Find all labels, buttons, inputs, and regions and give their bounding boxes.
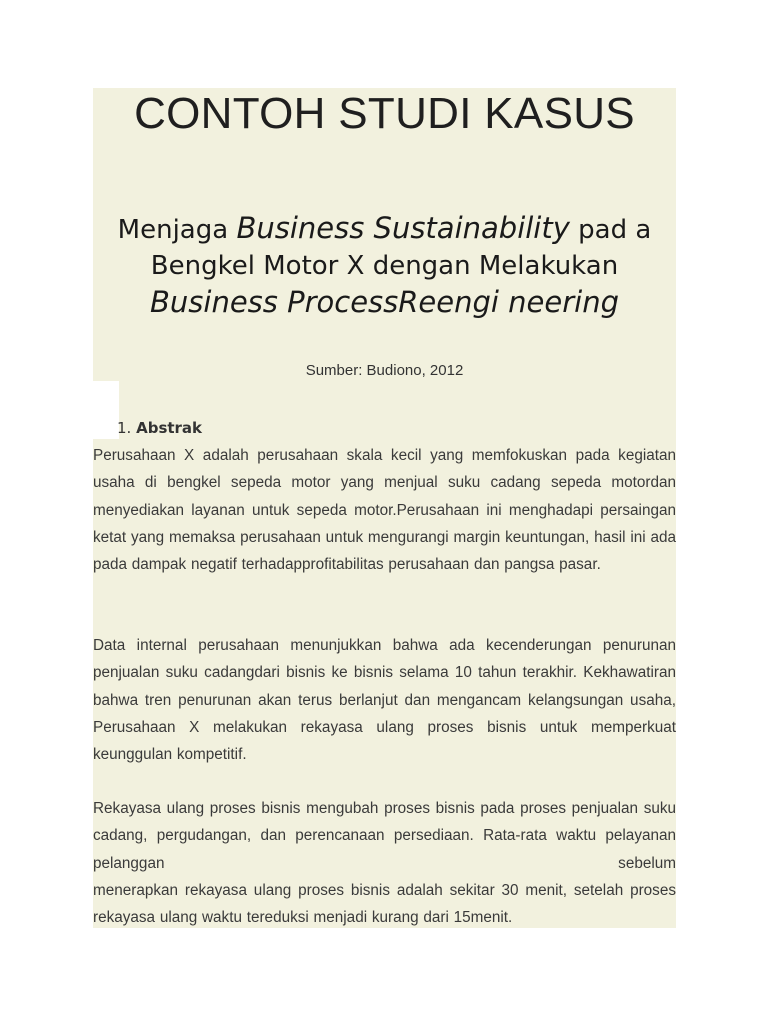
paragraph-3 xyxy=(93,795,676,931)
subtitle-italic-2: Business ProcessReengi neering xyxy=(150,285,619,319)
subtitle-italic-1: Business Sustainability xyxy=(236,211,570,245)
document-subtitle xyxy=(93,210,676,322)
paragraph-3-part-2: menerapkan rekayasa ulang proses bisnis adalah sekitar 30 menit, setelah proses rekayasa ulang waktu tereduksi menjadi kurang dari 15menit. xyxy=(93,881,676,927)
paragraph-2: Data internal perusahaan menunjukkan bahwa ada kecenderungan penurunan penjualan suku cadangdari bisnis ke bisnis selama 10 tahun terakhir. Kekhawatiran bahwa tren penurunan akan terus berlanjut dan mengancam kelangsungan usaha, Perusahaan X melakukan rekayasa ulang proses bisnis untuk memperkuat keunggulan kompetitif. xyxy=(93,637,676,764)
paragraph-1: Perusahaan X adalah perusahaan skala kecil yang memfokuskan pada kegiatan usaha di bengkel sepeda motor yang menjual suku cadang sepeda motordan menyediakan layanan untuk sepeda motor.Perusahaan ini menghadapi persaingan ketat yang memaksa perusahaan untuk mengurangi margin keuntungan, hasil ini ada pada dampak negatif terhadapprofitabilitas perusahaan dan pangsa pasar. xyxy=(93,447,676,574)
paragraph-3-part-1: Rekayasa ulang proses bisnis mengubah proses bisnis pada proses penjualan suku cadang, pergudangan, dan perencanaan persediaan. Rata-rata waktu pelayanan pelanggan sebelum xyxy=(93,800,676,872)
page-title: CONTOH STUDI KASUS xyxy=(134,89,635,138)
section-number: 1. xyxy=(117,419,132,437)
subtitle-text-1: Menjaga xyxy=(117,215,237,245)
section-heading xyxy=(117,418,202,438)
source-citation: Sumber: Budiono, 2012 xyxy=(305,362,464,379)
section-title: Abstrak xyxy=(136,419,203,437)
page-notch xyxy=(93,381,119,439)
subtitle-text-2: pad a Bengkel Motor X dengan Melakukan xyxy=(150,215,652,281)
